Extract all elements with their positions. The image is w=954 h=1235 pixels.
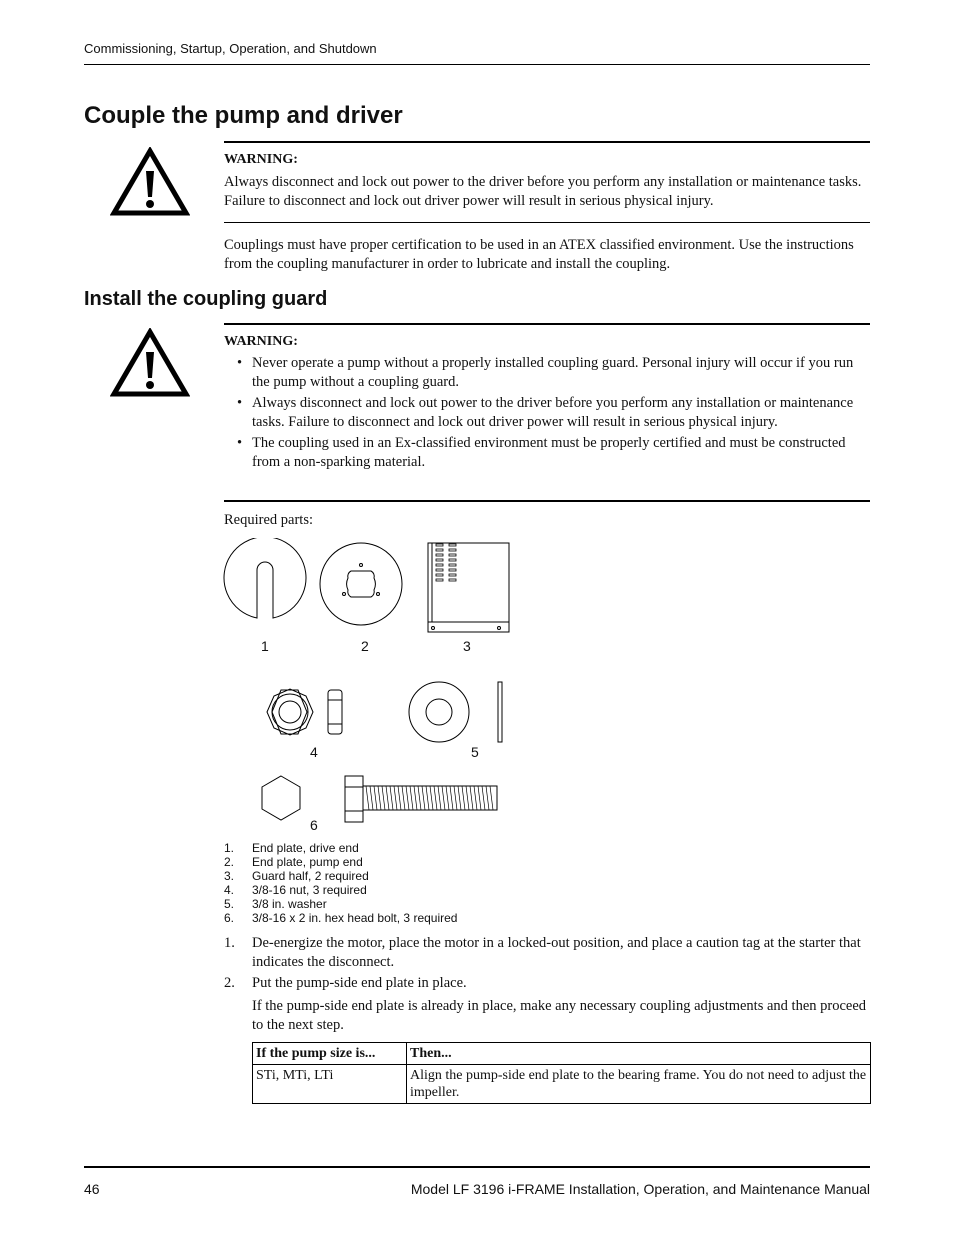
table-header-cell: If the pump size is...: [253, 1043, 407, 1065]
table-header-cell: Then...: [407, 1043, 871, 1065]
table-cell: Align the pump-side end plate to the bearing frame. You do not need to adjust the impeller.: [407, 1065, 871, 1104]
figure-number: 5: [471, 744, 479, 760]
warning2-top-rule: [224, 323, 870, 325]
running-header: Commissioning, Startup, Operation, and Shutdown: [84, 41, 377, 56]
figure-number: 3: [463, 638, 471, 654]
parts-list-item: 5. 3/8 in. washer: [224, 897, 327, 911]
figure-number: 6: [310, 817, 318, 833]
warning-bullet: • Never operate a pump without a properly installed coupling guard. Personal injury will occur if you run the pump without a coupling guard.: [224, 354, 864, 392]
parts-list-item: 3. Guard half, 2 required: [224, 869, 369, 883]
warning2-bullets: [224, 354, 864, 474]
warning-top-rule: [224, 141, 870, 143]
warning-bullet: • The coupling used in an Ex-classified environment must be properly certified and must be constructed from a non-sparking material.: [224, 434, 864, 472]
table-row: [253, 1065, 871, 1104]
warning2-bottom-rule: [224, 500, 870, 502]
parts-list: [224, 841, 457, 925]
parts-list-item: 2. End plate, pump end: [224, 855, 363, 869]
section-title-guard: Install the coupling guard: [84, 288, 328, 310]
step2-note: If the pump-side end plate is already in place, make any necessary coupling adjustments and then proceed to the next step.: [252, 998, 867, 1033]
warning-triangle-icon: [110, 328, 190, 398]
guard-half-drawing: [428, 543, 509, 632]
nut-drawing: [267, 689, 342, 735]
section-title-couple: Couple the pump and driver: [84, 102, 403, 129]
warning-triangle-icon: [110, 147, 190, 217]
required-parts-label: Required parts:: [224, 512, 313, 528]
drive-end-plate-drawing: [224, 538, 306, 618]
figure-number: 2: [361, 638, 369, 654]
warning2-label: WARNING:: [224, 334, 298, 349]
header-rule: [84, 64, 870, 65]
parts-list-item: 4. 3/8-16 nut, 3 required: [224, 883, 367, 897]
procedure-step: 2. Put the pump-side end plate in place.: [224, 975, 467, 991]
procedure-step: 1. De-energize the motor, place the motor in a locked-out position, and place a caution tag at the starter that indicates the disconnect.: [224, 935, 861, 970]
table-header-row: [253, 1043, 871, 1065]
footer-rule: [84, 1166, 870, 1168]
figure-number: 4: [310, 744, 318, 760]
warning-text: Always disconnect and lock out power to the driver before you perform any installation or maintenance tasks. Failure to disconnect and lock out driver power will result in serious physical injury.: [224, 174, 862, 209]
coupling-note: Couplings must have proper certification to be used in an ATEX classified environment. Use the instructions from the coupling manufacturer in order to lubricate and install the coupling.: [224, 237, 854, 272]
table-cell: STi, MTi, LTi: [253, 1065, 407, 1104]
parts-list-item: 6. 3/8-16 x 2 in. hex head bolt, 3 required: [224, 911, 458, 925]
manual-title: Model LF 3196 i-FRAME Installation, Operation, and Maintenance Manual: [410, 1181, 870, 1197]
parts-figure: [220, 538, 510, 828]
parts-list-item: 1. End plate, drive end: [224, 841, 359, 855]
warning-bullet: • Always disconnect and lock out power to the driver before you perform any installation or maintenance tasks. Failure to disconnect and lock out driver power will result in serious physical injury.: [224, 394, 864, 432]
figure-number: 1: [261, 638, 269, 654]
washer-drawing: [409, 682, 502, 742]
page-number: 46: [84, 1181, 100, 1197]
warning-label: WARNING:: [224, 152, 298, 167]
warning-bottom-rule: [224, 222, 870, 223]
pump-size-table: [252, 1042, 871, 1104]
hex-bolt-drawing: [262, 776, 497, 822]
pump-end-plate-drawing: [320, 543, 402, 625]
